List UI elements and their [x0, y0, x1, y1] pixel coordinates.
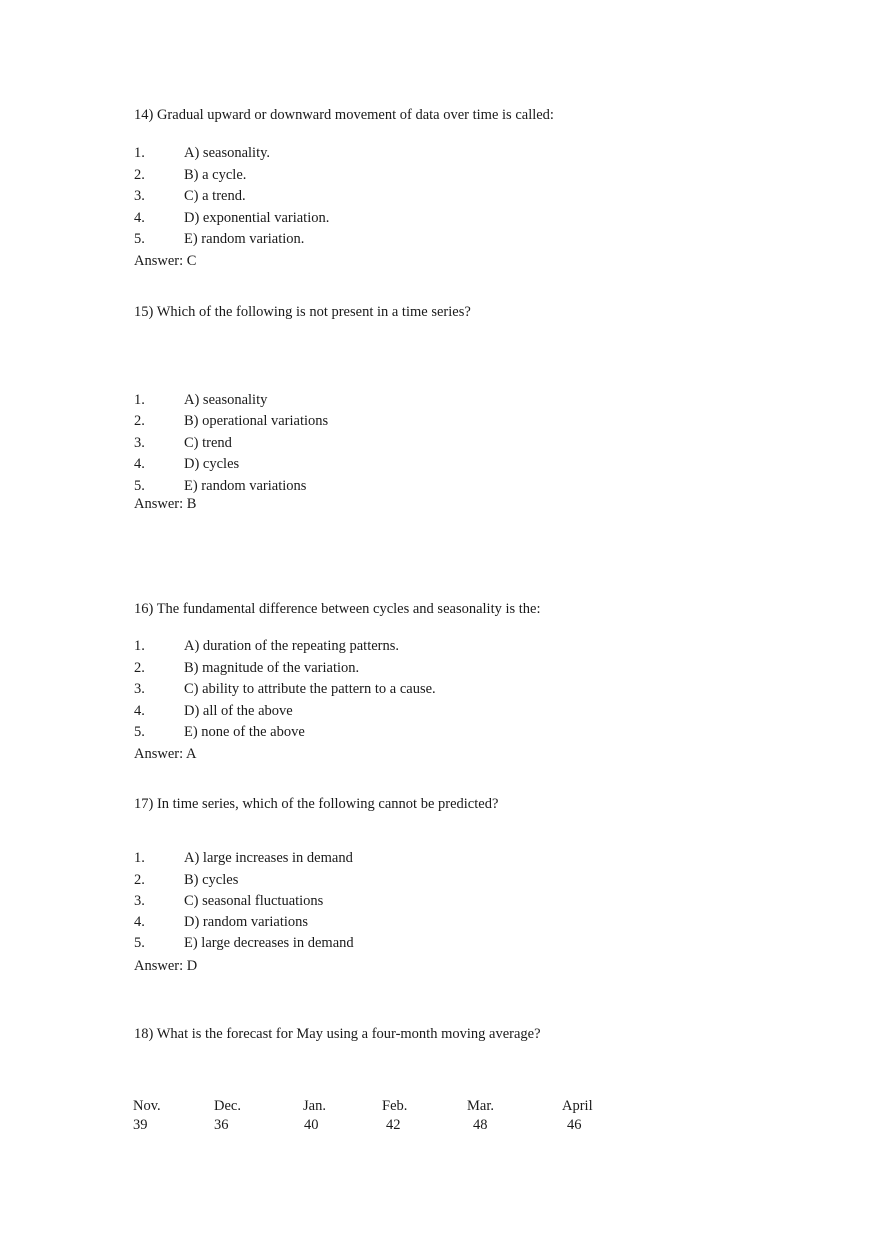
month-header: Dec. [214, 1098, 241, 1114]
option-number: 2. [134, 660, 145, 676]
question-18-text: 18) What is the forecast for May using a four-month moving average? [134, 1026, 541, 1042]
option-number: 5. [134, 478, 145, 494]
option-number: 1. [134, 392, 145, 408]
q17-option-1 [134, 850, 353, 867]
q16-option-1 [134, 638, 399, 655]
q15-option-3 [134, 435, 232, 452]
option-number: 4. [134, 210, 145, 226]
month-header: Mar. [467, 1098, 494, 1114]
option-label: B) a cycle. [184, 167, 247, 183]
option-number: 5. [134, 724, 145, 740]
q17-option-4 [134, 914, 308, 931]
q17-option-3 [134, 893, 323, 910]
option-label: D) all of the above [184, 703, 293, 719]
option-label: B) cycles [184, 872, 239, 888]
option-number: 2. [134, 413, 145, 429]
option-number: 3. [134, 681, 145, 697]
q14-option-5 [134, 231, 304, 248]
demand-value: 48 [473, 1117, 488, 1133]
question-17-text: 17) In time series, which of the following cannot be predicted? [134, 796, 499, 812]
month-header: Nov. [133, 1098, 161, 1114]
option-label: D) exponential variation. [184, 210, 330, 226]
question-15-text: 15) Which of the following is not present in a time series? [134, 304, 471, 320]
option-label: C) ability to attribute the pattern to a cause. [184, 681, 436, 697]
option-label: C) a trend. [184, 188, 246, 204]
option-number: 1. [134, 850, 145, 866]
q16-option-3 [134, 681, 436, 698]
option-number: 4. [134, 703, 145, 719]
q16-option-2 [134, 660, 359, 677]
option-label: E) none of the above [184, 724, 305, 740]
option-label: E) random variation. [184, 231, 305, 247]
q14-answer: Answer: C [134, 253, 197, 269]
demand-value: 39 [133, 1117, 148, 1133]
q17-answer: Answer: D [134, 958, 198, 974]
option-number: 4. [134, 456, 145, 472]
option-number: 2. [134, 872, 145, 888]
option-label: E) large decreases in demand [184, 935, 354, 951]
q15-answer: Answer: B [134, 496, 197, 512]
q17-option-5 [134, 935, 354, 952]
option-label: C) trend [184, 435, 232, 451]
option-label: A) large increases in demand [184, 850, 353, 866]
q14-option-2 [134, 167, 246, 184]
demand-value: 36 [214, 1117, 229, 1133]
month-header: Jan. [303, 1098, 326, 1114]
demand-value: 40 [304, 1117, 319, 1133]
option-label: C) seasonal fluctuations [184, 893, 324, 909]
option-number: 1. [134, 638, 145, 654]
month-header: Feb. [382, 1098, 408, 1114]
question-14-text: 14) Gradual upward or downward movement of data over time is called: [134, 107, 554, 123]
option-label: A) seasonality. [184, 145, 271, 161]
q15-option-5 [134, 478, 306, 495]
q16-answer: Answer: A [134, 746, 197, 762]
option-number: 5. [134, 231, 145, 247]
option-label: B) magnitude of the variation. [184, 660, 360, 676]
q14-option-1 [134, 145, 270, 162]
q15-option-2 [134, 413, 328, 430]
demand-value: 42 [386, 1117, 401, 1133]
q14-option-3 [134, 188, 246, 205]
option-label: B) operational variations [184, 413, 329, 429]
option-number: 1. [134, 145, 145, 161]
option-number: 3. [134, 188, 145, 204]
option-label: D) random variations [184, 914, 309, 930]
option-label: D) cycles [184, 456, 240, 472]
option-label: E) random variations [184, 478, 307, 494]
option-number: 4. [134, 914, 145, 930]
option-number: 3. [134, 893, 145, 909]
q15-option-1 [134, 392, 267, 409]
option-label: A) duration of the repeating patterns. [184, 638, 400, 654]
option-number: 5. [134, 935, 145, 951]
q16-option-5 [134, 724, 305, 741]
question-16-text: 16) The fundamental difference between cycles and seasonality is the: [134, 601, 541, 617]
month-header: April [562, 1098, 593, 1114]
q16-option-4 [134, 703, 293, 720]
q17-option-2 [134, 872, 238, 889]
option-number: 3. [134, 435, 145, 451]
option-number: 2. [134, 167, 145, 183]
demand-value: 46 [567, 1117, 582, 1133]
option-label: A) seasonality [184, 392, 268, 408]
q14-option-4 [134, 210, 329, 227]
q15-option-4 [134, 456, 239, 473]
